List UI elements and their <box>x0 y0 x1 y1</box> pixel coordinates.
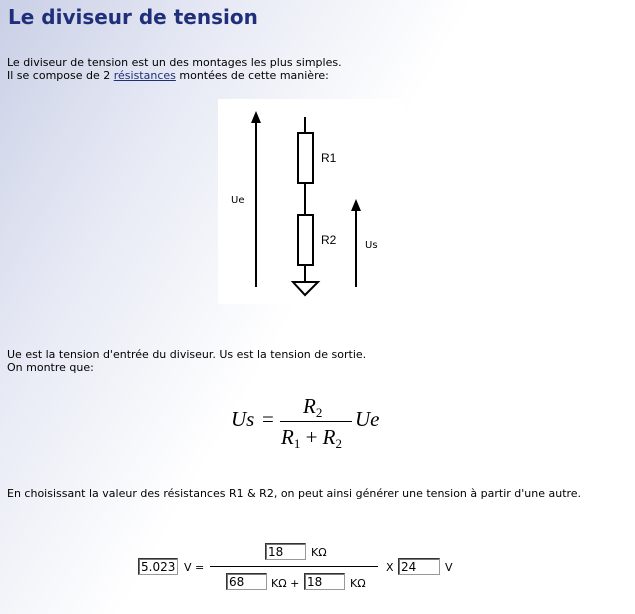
den-sub1: 1 <box>293 436 301 451</box>
formula-equals: = <box>262 407 274 431</box>
denominator-r2-unit: KΩ <box>350 577 366 590</box>
result-field[interactable]: 5.023 <box>138 558 178 575</box>
times-sign: X <box>386 561 394 574</box>
r2-resistor <box>298 215 313 265</box>
ue-unit: V <box>445 561 453 574</box>
formula-numerator <box>303 394 322 421</box>
explain-line-2: On montre que: <box>7 361 94 374</box>
formula-fraction-bar <box>280 421 352 422</box>
intro-text-before: Il se compose de 2 <box>7 69 114 82</box>
circuit-svg <box>218 99 403 304</box>
den-plus: + <box>305 425 318 449</box>
den-r2: R <box>322 425 336 449</box>
den-r1: R <box>281 425 294 449</box>
ue-label: Ue <box>231 195 245 206</box>
us-label: Us <box>365 240 378 251</box>
result-unit: V = <box>184 561 205 574</box>
circuit-diagram <box>218 99 403 304</box>
r2-label: R2 <box>321 233 337 247</box>
voltage-divider-formula <box>225 392 395 457</box>
denominator-r1-unit: KΩ + <box>271 577 300 590</box>
intro-line-2 <box>7 69 329 82</box>
numerator-r2-field[interactable]: 18 <box>265 543 306 560</box>
numerator-unit: KΩ <box>311 546 327 559</box>
us-arrow-head <box>351 199 361 211</box>
resistances-link[interactable]: résistances <box>113 69 176 82</box>
formula-denominator <box>281 425 342 452</box>
calculator-fraction-bar <box>210 566 378 567</box>
formula-ue: Ue <box>355 407 380 431</box>
intro-text-after: montées de cette manière: <box>175 69 329 82</box>
den-sub2: 2 <box>335 436 342 451</box>
intro-line-1: Le diviseur de tension est un des montages les plus simples. <box>7 56 342 69</box>
explain-line-1: Ue est la tension d'entrée du diviseur. Us est la tension de sortie. <box>7 348 367 361</box>
ue-arrow-head <box>251 111 261 123</box>
num-sub: 2 <box>315 405 323 420</box>
formula-us: Us <box>231 407 255 431</box>
page-title: Le diviseur de tension <box>8 5 258 29</box>
denominator-r1-field[interactable]: 68 <box>226 573 267 590</box>
r1-label: R1 <box>321 151 337 165</box>
r1-resistor <box>298 133 313 183</box>
num-r: R <box>303 394 316 418</box>
choice-text: En choisissant la valeur des résistances R1 & R2, on peut ainsi générer une tension à partir d'une autre. <box>7 487 582 500</box>
ue-field[interactable]: 24 <box>398 558 440 575</box>
ground-symbol <box>293 282 318 295</box>
denominator-r2-field[interactable]: 18 <box>304 573 345 590</box>
divider-calculator <box>0 538 635 598</box>
